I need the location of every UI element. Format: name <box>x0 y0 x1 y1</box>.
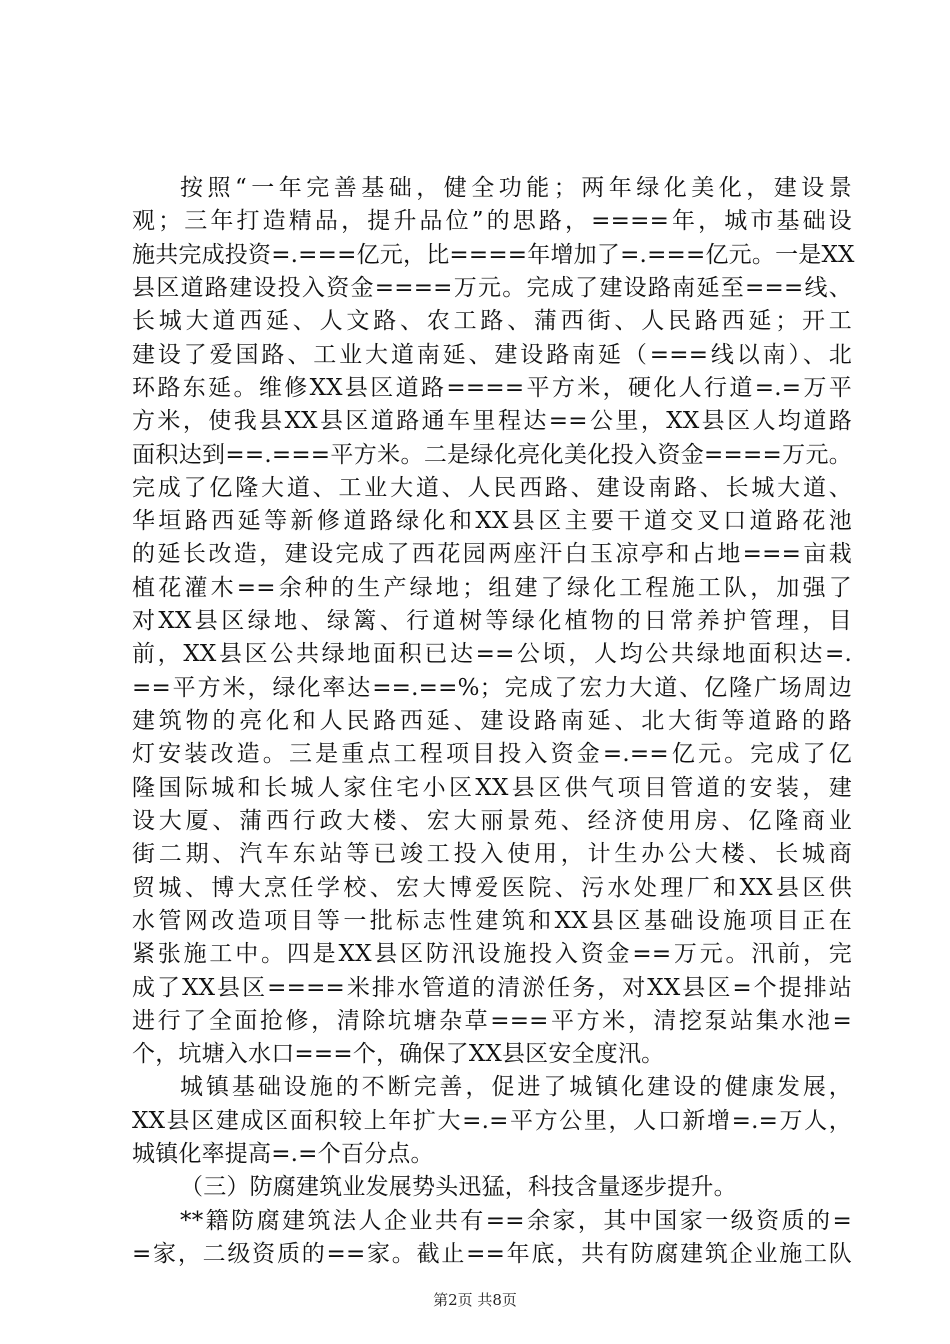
paragraph-line: 方米，使我县XX县区道路通车里程达==公里，XX县区人均道路 <box>132 408 852 434</box>
paragraph-line: 成了XX县区====米排水管道的清淤任务，对XX县区=个提排站 <box>132 975 852 1001</box>
paragraph-line: 建设了爱国路、工业大道南延、建设路南延（===线以南）、北 <box>132 342 852 368</box>
page-footer: 第2页 共8页 <box>433 1291 517 1309</box>
paragraph-line: 贸城、博大烹任学校、宏大博爱医院、污水处理厂和XX县区供 <box>132 875 852 901</box>
paragraph-line: 植花灌木==余种的生产绿地；组建了绿化工程施工队，加强了 <box>132 575 852 601</box>
paragraph-line: 对XX县区绿地、绿篱、行道树等绿化植物的日常养护管理，目 <box>132 608 852 634</box>
paragraph-line: 城镇基础设施的不断完善，促进了城镇化建设的健康发展， <box>180 1074 852 1100</box>
paragraph-line: =家，二级资质的==家。截止==年底，共有防腐建筑企业施工队 <box>132 1241 852 1267</box>
paragraph-line: 观；三年打造精品，提升品位”的思路，====年，城市基础设 <box>132 208 852 234</box>
paragraph-line: ==平方米，绿化率达==.==%；完成了宏力大道、亿隆广场周边 <box>132 675 852 701</box>
paragraph-line: **籍防腐建筑法人企业共有==余家，其中国家一级资质的= <box>180 1208 852 1234</box>
paragraph-line: 紧张施工中。四是XX县区防汛设施投入资金==万元。汛前，完 <box>132 941 852 967</box>
paragraph-line: 面积达到==.===平方米。二是绿化亮化美化投入资金====万元。 <box>132 442 852 468</box>
paragraph-line: XX县区建成区面积较上年扩大=.=平方公里，人口新增=.=万人， <box>132 1108 852 1134</box>
paragraph-line: 华垣路西延等新修道路绿化和XX县区主要干道交叉口道路花池 <box>132 508 852 534</box>
section-heading: （三）防腐建筑业发展势头迅猛，科技含量逐步提升。 <box>180 1174 737 1200</box>
paragraph-line: 施共完成投资=.===亿元，比====年增加了=.===亿元。一是XX <box>132 242 855 268</box>
paragraph-line: 的延长改造，建设完成了西花园两座汗白玉凉亭和占地===亩栽 <box>132 541 852 567</box>
paragraph-line: 城镇化率提高=.=个百分点。 <box>132 1141 434 1167</box>
paragraph-line: 完成了亿隆大道、工业大道、人民西路、建设南路、长城大道、 <box>132 475 852 501</box>
paragraph-line: 水管网改造项目等一批标志性建筑和XX县区基础设施项目正在 <box>132 908 852 934</box>
paragraph-line: 街二期、汽车东站等已竣工投入使用，计生办公大楼、长城商 <box>132 841 852 867</box>
paragraph-line: 个，坑塘入水口===个，确保了XX县区安全度汛。 <box>132 1041 665 1067</box>
paragraph-line: 按照“一年完善基础，健全功能；两年绿化美化，建设景 <box>180 175 852 201</box>
paragraph-line: 灯安装改造。三是重点工程项目投入资金=.==亿元。完成了亿 <box>132 741 852 767</box>
paragraph-line: 建筑物的亮化和人民路西延、建设路南延、北大街等道路的路 <box>132 708 852 734</box>
paragraph-line: 县区道路建设投入资金====万元。完成了建设路南延至===线、 <box>132 275 852 301</box>
paragraph-line: 长城大道西延、人文路、农工路、蒲西街、人民路西延；开工 <box>132 308 852 334</box>
paragraph-line: 前，XX县区公共绿地面积已达==公顷，人均公共绿地面积达=. <box>132 641 852 667</box>
paragraph-line: 环路东延。维修XX县区道路====平方米，硬化人行道=.=万平 <box>132 375 852 401</box>
paragraph-line: 进行了全面抢修，清除坑塘杂草===平方米，清挖泵站集水池= <box>132 1008 852 1034</box>
paragraph-line: 隆国际城和长城人家住宅小区XX县区供气项目管道的安装，建 <box>132 775 852 801</box>
paragraph-line: 设大厦、蒲西行政大楼、宏大丽景苑、经济使用房、亿隆商业 <box>132 808 852 834</box>
